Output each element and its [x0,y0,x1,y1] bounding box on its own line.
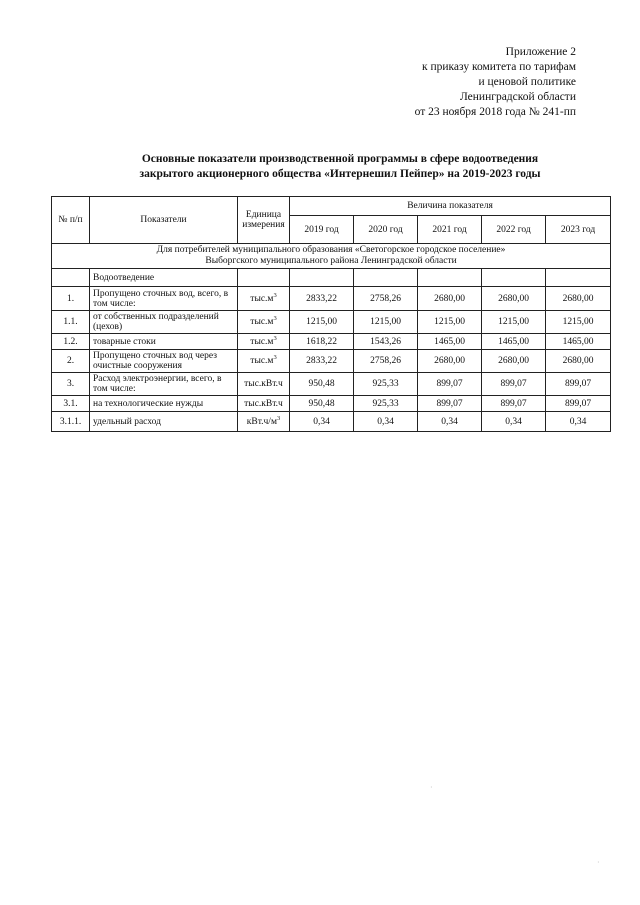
row-value: 925,33 [354,373,418,396]
row-indicator-name: товарные стоки [90,334,238,350]
unit-base: тыс.м [250,317,274,327]
unit-base: тыс.кВт.ч [244,398,283,409]
row-value: 2758,26 [354,350,418,373]
header-year: 2022 год [482,216,546,244]
row-unit [238,396,290,412]
empty-cell [290,269,354,287]
row-value: 0,34 [354,412,418,432]
unit-superscript: 3 [273,334,277,342]
row-indicator-name: Пропущено сточных вод через очистные сооружения [90,350,238,373]
row-indicator-name: Пропущено сточных вод, всего, в том числе: [90,287,238,311]
row-unit [238,412,290,432]
row-number: 3.1. [52,396,90,412]
row-value: 1618,22 [290,334,354,350]
row-value: 2680,00 [546,350,611,373]
appendix-line: Ленинградской области [459,91,576,103]
scan-speck: · [597,858,600,867]
empty-cell [418,269,482,287]
row-value: 950,48 [290,373,354,396]
row-value: 2680,00 [546,287,611,311]
unit-base: тыс.м [250,293,274,304]
row-number: 3. [52,373,90,396]
table-row [52,350,611,373]
header-year: 2020 год [354,216,418,244]
row-value: 899,07 [482,373,546,396]
row-indicator-name: от собственных подразделений (цехов) [90,311,238,334]
row-value: 899,07 [546,396,611,412]
row-value: 2833,22 [290,287,354,311]
section-label: Водоотведение [90,269,238,287]
row-value: 1465,00 [546,334,611,350]
row-value: 1215,00 [482,311,546,334]
row-indicator-name: Расход электроэнергии, всего, в том числе: [90,373,238,396]
title-line: Основные показатели производственной программы в сфере водоотведения [141,153,539,165]
row-value: 0,34 [290,412,354,432]
row-value: 1215,00 [354,311,418,334]
row-value: 1215,00 [546,311,611,334]
header-year: 2023 год [546,216,611,244]
table-row [52,287,611,311]
unit-base: тыс.м [250,336,274,347]
row-value: 950,48 [290,396,354,412]
header-unit: Единица измерения [238,197,290,244]
row-value: 0,34 [418,412,482,432]
consumer-row [52,244,611,269]
row-value: 0,34 [482,412,546,432]
appendix-line: и ценовой политике [478,76,576,88]
row-unit [238,373,290,396]
row-value: 0,34 [546,412,611,432]
row-value: 2758,26 [354,287,418,311]
header-year: 2021 год [418,216,482,244]
row-number: 1. [52,287,90,311]
row-value: 1215,00 [290,311,354,334]
appendix-line: от 23 ноября 2018 года № 241-пп [414,106,576,118]
table-row [52,373,611,396]
row-indicator-name: на технологические нужды [90,396,238,412]
header-value-group: Величина показателя [290,197,611,216]
unit-base: тыс.м [250,356,274,366]
row-value: 925,33 [354,396,418,412]
row-value: 2680,00 [482,287,546,311]
appendix-line: Приложение 2 [505,46,576,58]
row-value: 1215,00 [418,311,482,334]
row-value: 1465,00 [418,334,482,350]
header-no: № п/п [52,197,90,244]
appendix-line: к приказу комитета по тарифам [422,61,576,73]
unit-superscript: 3 [276,414,281,422]
row-unit [238,334,290,350]
header-year: 2019 год [290,216,354,244]
unit-base: тыс.кВт.ч [244,379,283,389]
row-value: 1543,26 [354,334,418,350]
row-number: 1.2. [52,334,90,350]
row-value: 2680,00 [418,287,482,311]
table-row [52,311,611,334]
table-row [52,412,611,432]
unit-superscript: 3 [273,314,277,322]
row-unit [238,350,290,373]
empty-cell [354,269,418,287]
table-row [52,334,611,350]
row-value: 899,07 [418,396,482,412]
row-number: 2. [52,350,90,373]
appendix-block [316,45,576,120]
row-indicator-name: удельный расход [90,412,238,432]
row-value: 2833,22 [290,350,354,373]
unit-superscript: 3 [273,291,277,299]
document-title [80,152,600,182]
consumer-line: Выборгского муниципального района Ленинградской области [205,256,457,266]
row-value: 2680,00 [482,350,546,373]
row-value: 1465,00 [482,334,546,350]
row-unit [238,311,290,334]
row-value: 899,07 [418,373,482,396]
title-line: закрытого акционерного общества «Интернешил Пейпер» на 2019-2023 годы [139,168,541,180]
scan-speck: · [430,783,433,792]
unit-base: кВт.ч/м [246,416,277,427]
consumer-line: Для потребителей муниципального образования «Светогорское городское поселение» [156,245,506,255]
empty-cell [546,269,611,287]
row-value: 2680,00 [418,350,482,373]
row-number: 1.1. [52,311,90,334]
table-row [52,396,611,412]
row-value: 899,07 [482,396,546,412]
row-number: 3.1.1. [52,412,90,432]
row-value: 899,07 [546,373,611,396]
header-indicator: Показатели [90,197,238,244]
section-no-cell [52,269,90,287]
indicators-table [51,196,611,432]
row-unit [238,287,290,311]
unit-superscript: 3 [273,353,277,361]
empty-cell [482,269,546,287]
empty-cell [238,269,290,287]
